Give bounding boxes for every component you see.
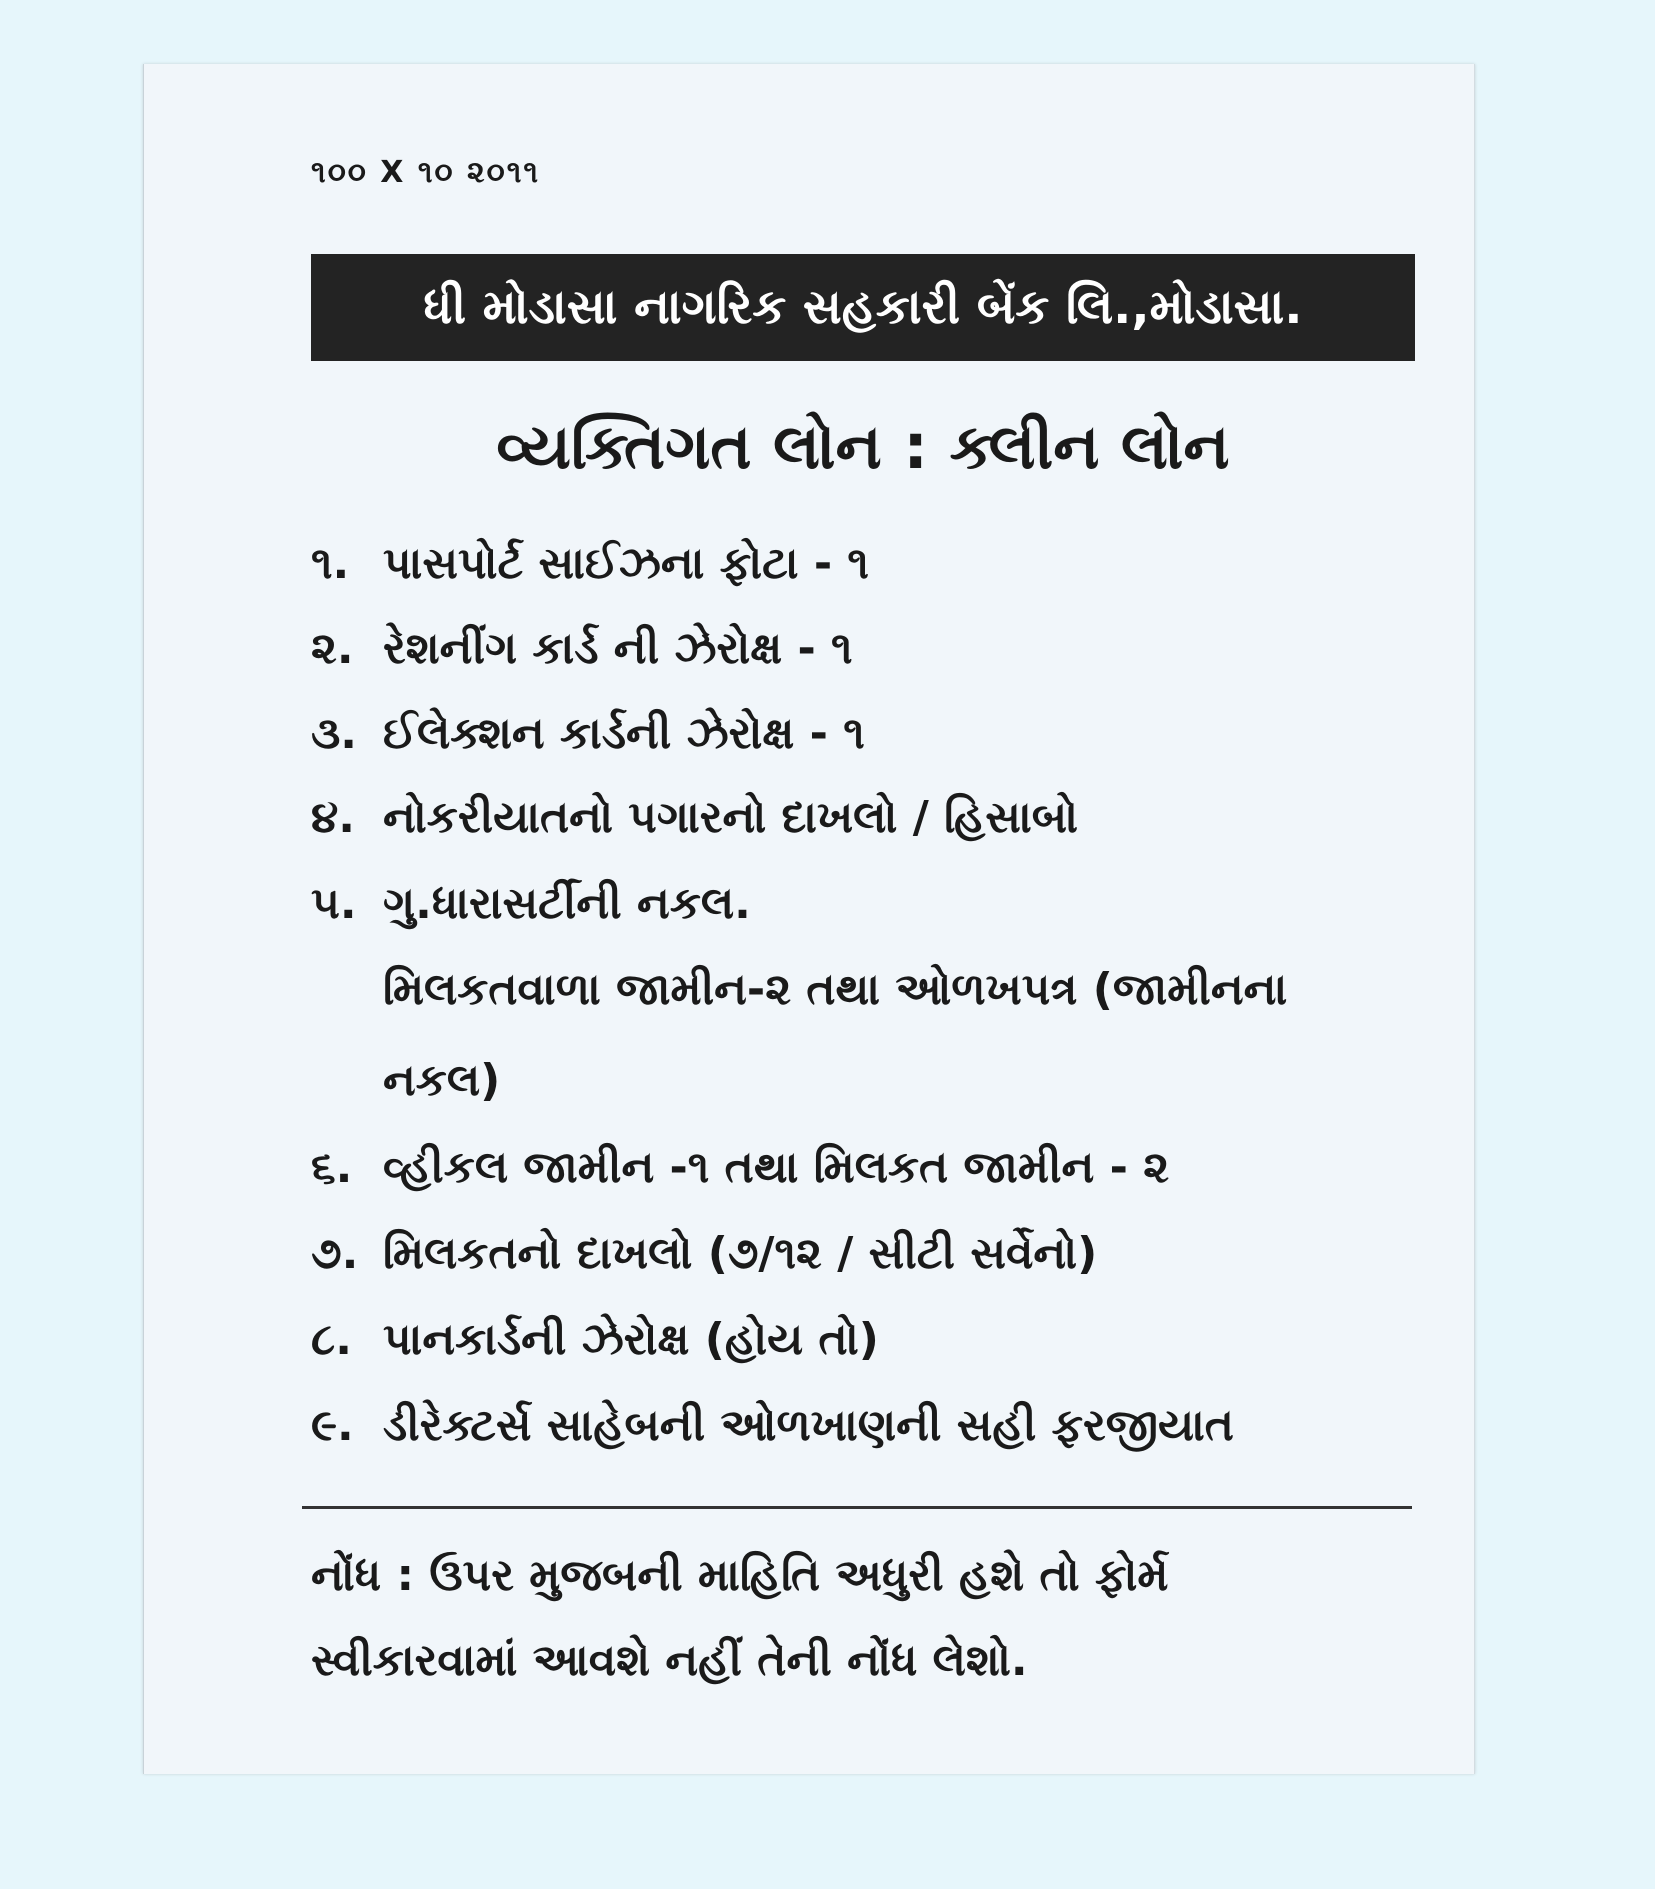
list-item	[311, 1142, 1169, 1193]
item-text: મિલકતનો દાખલો (૭/૧૨ / સીટી સર્વેનો)	[383, 1228, 1098, 1279]
list-item	[311, 1314, 879, 1365]
item-text: પાસપોર્ટ સાઈઝના ફોટા - ૧	[383, 538, 869, 589]
item-text: ડીરેક્ટર્સ સાહેબની ઓળખાણની સહી ફરજીયાત	[383, 1400, 1234, 1451]
item-number: ૨.	[311, 623, 354, 674]
item-continuation: નકલ)	[383, 1055, 501, 1106]
list-item	[311, 1400, 1234, 1451]
item-text: નોકરીયાતનો પગારનો દાખલો / હિસાબો	[383, 792, 1079, 843]
list-item	[311, 538, 869, 589]
note-line: સ્વીકારવામાં આવશે નહીં તેની નોંધ લેશો.	[311, 1635, 1028, 1686]
page-title: વ્યક્તિગત લોન : ક્લીન લોન	[496, 410, 1230, 483]
item-number: ૧.	[311, 538, 350, 589]
item-continuation: મિલકતવાળા જામીન-૨ તથા ઓળખપત્ર (જામીનના	[383, 964, 1288, 1015]
list-item	[311, 708, 865, 759]
item-number: ૩.	[311, 708, 358, 759]
list-item	[311, 623, 853, 674]
bank-name-banner	[311, 254, 1415, 361]
item-text: રેશનીંગ કાર્ડ ની ઝેરોક્ષ - ૧	[383, 623, 853, 674]
item-number: ૮.	[311, 1314, 352, 1365]
list-item	[311, 792, 1078, 843]
document-code: ૧૦૦ X ૧૦ ૨૦૧૧	[311, 155, 541, 190]
item-number: ૬.	[311, 1142, 353, 1193]
item-text: પાનકાર્ડની ઝેરોક્ષ (હોય તો)	[383, 1314, 879, 1365]
item-number: ૪.	[311, 792, 355, 843]
bank-name: ધી મોડાસા નાગરિક સહકારી બેંક લિ.,મોડાસા.	[423, 279, 1303, 335]
item-text: વ્હીકલ જામીન -૧ તથા મિલકત જામીન - ૨	[383, 1142, 1170, 1193]
item-text: ગુ.ધારાસર્ટીની નકલ.	[383, 878, 751, 929]
item-number: ૫.	[311, 878, 357, 929]
divider	[302, 1506, 1412, 1509]
item-number: ૯.	[311, 1400, 354, 1451]
note-line: નોંધ : ઉપર મુજબની માહિતિ અધુરી હશે તો ફોર્મ	[311, 1550, 1169, 1601]
item-number: ૭.	[311, 1228, 359, 1279]
list-item	[311, 878, 751, 929]
list-item	[311, 1228, 1097, 1279]
item-text: ઈલેક્શન કાર્ડની ઝેરોક્ષ - ૧	[383, 708, 865, 759]
